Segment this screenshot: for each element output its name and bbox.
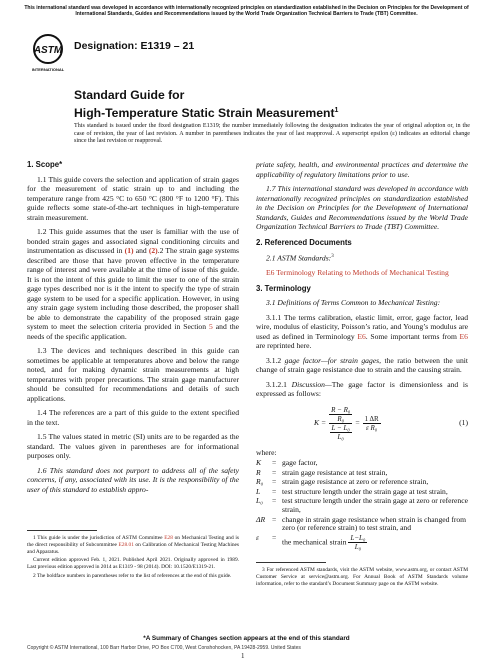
left-column	[27, 160, 239, 499]
definition-row: ε = the mechanical strain $\frac{\text{L−L₀}}{\text{L₀}}$	[256, 532, 366, 551]
eq-right-fraction: $\frac{1 \Delta R}{\text{ε R₀}}$	[364, 414, 379, 432]
gage-factor-equation	[256, 404, 468, 442]
definition-row: R₀ = strain gage resistance at zero or reference strain,	[256, 477, 429, 487]
para-3-1-2-1: 3.1.2.1 Discussion—The gage factor is dimensionless and is expressed as follows:	[256, 379, 468, 399]
para-1-5: 1.5 The values stated in metric (SI) units are to be regarded as the standard. The values given in parentheses are for informational purposes only.	[27, 432, 239, 460]
symbol-definitions	[256, 459, 468, 552]
definition-row: L = test structure length under the strain gage at test strain,	[256, 486, 448, 496]
eq-equals: =	[355, 418, 360, 428]
para-3-1: 3.1 Definitions of Terms Common to Mechanical Testing:	[266, 298, 441, 308]
referenced-documents-heading: 2. Referenced Documents	[256, 237, 352, 247]
section-5-link[interactable]: 5	[209, 322, 213, 331]
para-2-1: 2.1 ASTM Standards:$^3$	[266, 253, 334, 263]
para-1-4: 1.4 The references are a part of this guide to the extent specified in the text.	[27, 408, 239, 427]
astm-logo-icon	[30, 32, 66, 74]
footnotes	[27, 530, 239, 582]
ref-link-1[interactable]: (1)	[124, 246, 134, 255]
equation-number: (1)	[459, 417, 468, 427]
footnote-3: 3 For referenced ASTM standards, visit the ASTM website, www.astm.org, or contact ASTM Customer Service at service@astm.org. For Annual Book of ASTM Standards volume information, refer to the standard’s Document Summary page on the ASTM website.	[256, 567, 468, 587]
title-line-2: High-Temperature Static Strain Measurement	[74, 106, 335, 121]
e2801-link[interactable]: E28.01	[118, 541, 134, 548]
footnote-1: 1 This guide is under the jurisdiction of ASTM Committee E28 on Mechanical Testing and is the direct responsibility of Subcommittee E28.01 on Calibration of Mechanical Testing Machines and Apparatus.	[27, 535, 240, 555]
footnote-2: 2 The boldface numbers in parentheses refer to the list of references at the end of this guide.	[33, 572, 232, 579]
logo-caption: INTERNATIONAL	[31, 67, 65, 72]
definition-row: R = strain gage resistance at test strain,	[256, 467, 388, 477]
strain-fraction: $\frac{\text{L−L₀}}{\text{L₀}}$	[350, 533, 366, 551]
para-1-2: 1.2 This guide assumes that the user is familiar with the use of bonded strain gages and associated signal conditioning circuits and instrumentation as discussed in (1) and (2).2 The strain gage systems described are those that have proven effective in the temperature range of interest and were available at the time of issue of this guide. It is not the intent of this guide to limit the user to one of the strain gage types described nor is it the intent to specify the type of strain gage system to be used for a specific application. However, in using any strain gage system including those described, the proposer shall be able to demonstrate the capability of the proposed strain gage system to meet the selection criteria provided in Section 5 and the needs of the specific application.	[27, 227, 239, 341]
tbt-notice: This international standard was developed in accordance with internationally recognized principles on standardization established in the Decision on Principles for the Development of International Standards, Guides and Recommendations issued by the World Trade Organization Technical Barriers to Trade (TBT) Committee.	[24, 5, 469, 18]
para-1-1: 1.1 This guide covers the selection and application of strain gages for the measurement of static strain up to and including the temperature range from 425 °C to 650 °C (800 °F to 1200 °F). This guide reflects some state-of-the-art techniques in high-temperature strain measurement.	[27, 174, 239, 222]
definition-row: L₀ = test structure length under the strain gage at zero or reference strain,	[256, 496, 468, 514]
definition-row: K = gage factor,	[256, 458, 318, 468]
ref-link-2[interactable]: (2)	[148, 246, 158, 255]
document-title	[74, 88, 338, 121]
copyright-line: Copyright © ASTM International, 100 Barr Harbor Drive, PO Box C700, West Conshohocken, PA 19428-2959. United States	[27, 645, 301, 651]
para-3-1-1: 3.1.1 The terms calibration, elastic limit, error, gage factor, lead wire, modulus of elasticity, Poisson’s ratio, and Young’s modulus are used as defined in Terminology E6. Some important terms from E6 are reprinted here.	[256, 312, 468, 351]
e6-link[interactable]: E6	[266, 268, 275, 278]
right-column	[256, 160, 468, 552]
eq-main-fraction: $\frac{\frac{\text{R − R₀}}{\text{R₀}}}{\frac{\text{L − L₀}}{\text{L₀}}}$	[331, 405, 351, 441]
title-footnote-marker: 1	[334, 107, 339, 114]
e6-reference: E6 Terminology Relating to Methods of Mechanical Testing	[266, 268, 449, 278]
footnote-rule-right	[256, 562, 326, 563]
page-number: 1	[241, 652, 245, 660]
footnote-3-block	[256, 562, 468, 589]
where-label: where:	[256, 447, 277, 457]
footnote-rule	[27, 530, 97, 531]
para-1-7: 1.7 This international standard was developed in accordance with internationally recognized principles on standardization established in the Decision on Principles for the Development of International Standards, Guides and Recommendations issued by the World Trade Organization Technical Barriers to Trade (TBT) Committee.	[256, 184, 468, 231]
eq-lhs: K =	[314, 418, 327, 428]
para-1-6-cont: priate safety, health, and environmental practices and determine the applicability of regulatory limitations prior to use.	[256, 160, 468, 179]
e6-link-3[interactable]: E6	[459, 331, 468, 341]
para-1-3: 1.3 The devices and techniques described in this guide can sometimes be applicable at temperatures above and below the range noted, and for making dynamic strain measurements at high temperatures with proper precautions. The strain gage manufacturer should be consulted for recommendations and details of such applications.	[27, 346, 239, 403]
e6-link-2[interactable]: E6	[357, 331, 366, 341]
scope-heading: 1. Scope*	[27, 160, 63, 169]
terminology-heading: 3. Terminology	[256, 283, 311, 293]
summary-of-changes-note: *A Summary of Changes section appears at the end of this standard	[143, 635, 350, 642]
issue-note: This standard is issued under the fixed designation E1319; the number immediately following the designation indicates the year of original adoption or, in the case of revision, the year of last revision. A number in parentheses indicates the year of last reapproval. A superscript epsilon (ε) indicates an editorial change since the last revision or reapproval.	[74, 123, 470, 145]
e28-link[interactable]: E28	[164, 535, 173, 541]
designation: Designation: E1319 – 21	[74, 40, 195, 52]
footnote-1-edition: Current edition approved Feb. 1, 2021. Published April 2021. Originally approved in 1989. Last previous edition approved in 2014 as E1319 - 98 (2014). DOI: 10.1520/E1319-21.	[27, 557, 239, 571]
para-3-1-2: 3.1.2 gage factor—for strain gages, the ratio between the unit change of strain gage resistance due to strain and the causing strain.	[256, 355, 468, 375]
title-line-1: Standard Guide for	[74, 88, 185, 102]
svg-text:ASTM: ASTM	[33, 45, 63, 56]
definition-row: ΔR = change in strain gage resistance when strain is changed from zero (or reference strain) to test strain, and	[256, 514, 467, 533]
para-1-6: 1.6 This standard does not purport to address all of the safety concerns, if any, associated with its use. It is the responsibility of the user of this standard to establish appro-	[27, 465, 239, 494]
